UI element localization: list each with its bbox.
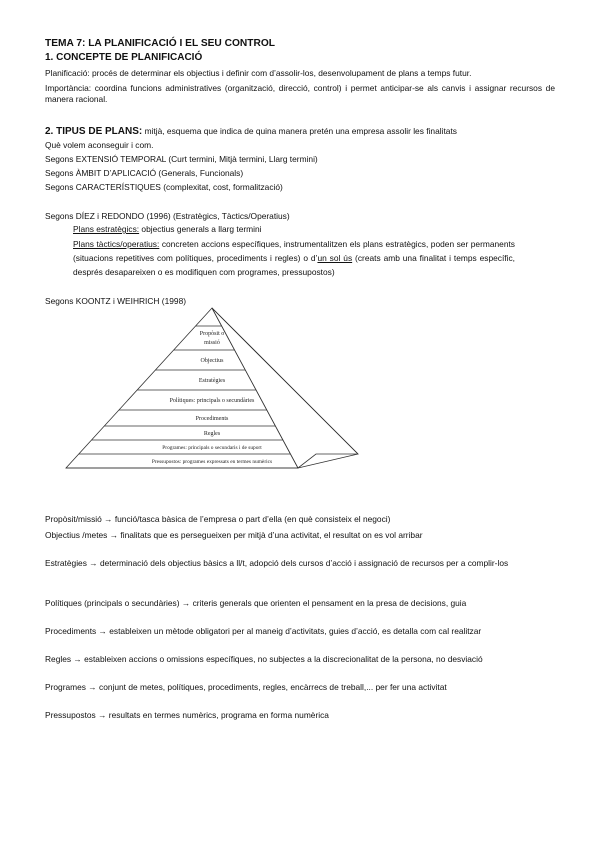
arrow-icon: → <box>86 558 100 568</box>
section-2-heading-line <box>45 126 457 137</box>
classification-caracteristiques: Segons CARACTERÍSTIQUES (complexitat, cost, formalització) <box>45 182 283 192</box>
section-2-heading-rest: mitjà, esquema que indica de quina manera pretén una empresa assolir les finalitats <box>142 126 457 136</box>
definition-text: resultats en termes numèrics, programa en forma numèrica <box>108 710 329 720</box>
plans-estrategics-line <box>73 224 262 235</box>
arrow-icon: → <box>96 626 110 636</box>
definition-term: Pressupostos <box>45 710 96 720</box>
definition-item <box>45 530 423 541</box>
plans-tactics-end: (creats amb una finalitat i temps específic, després desapareixen o es modifiquen com programes, pressupostos) <box>73 253 515 277</box>
koontz-line: Segons KOONTZ i WEIHRICH (1998) <box>45 296 187 306</box>
arrow-icon: → <box>101 514 115 524</box>
un-sol-us-term: un sol ús <box>317 253 353 263</box>
planificacio-definition: Planificació: procés de determinar els objectius i definir com d’assolir-los, desenvolupament de plans a temps futur. <box>45 68 472 78</box>
definition-item <box>45 710 329 721</box>
arrow-icon: → <box>95 710 109 720</box>
definition-term: Objectius /metes <box>45 530 108 540</box>
definition-text: finalitats que es persegueixen per mitjà d’una activitat, el resultat on es vol arribar <box>120 530 423 540</box>
pyramid-level-label: Pressupostos: programes expressats en termes numèrics <box>151 459 273 465</box>
definition-item <box>45 682 447 693</box>
section-2-heading: 2. TIPUS DE PLANS: <box>45 126 143 137</box>
arrow-icon: → <box>85 682 99 692</box>
definition-item <box>45 598 466 609</box>
pyramid-level-label: Estratègies <box>198 378 226 384</box>
plans-estrategics-label: Plans estratègics: <box>73 224 140 234</box>
plans-intro: Què volem aconseguir i com. <box>45 140 154 150</box>
definition-text: funció/tasca bàsica de l’empresa o part d’ella (en què consisteix el negoci) <box>114 514 391 524</box>
planning-pyramid-diagram <box>60 304 380 484</box>
definition-item <box>45 626 481 637</box>
definition-item <box>45 654 483 665</box>
plans-tactics-text: concreten accions específiques, instrumentalitzen els plans estratègics, poden ser permanents (situacions repetitives com polítiques, procediments i regles) o d’ <box>73 239 515 263</box>
page-title: TEMA 7: LA PLANIFICACIÓ I EL SEU CONTROL <box>45 38 275 49</box>
pyramid-level-label: Programes: principals o secundaris i de suport <box>162 445 262 451</box>
plans-estrategics-text: objectius generals a llarg termini <box>139 224 262 234</box>
diez-redondo-line: Segons DÍEZ i REDONDO (1996) (Estratègics, Tàctics/Operatius) <box>45 211 290 221</box>
definition-text: estableixen accions o omissions específiques, no subjectes a la discrecionalitat de la persona, no desviació <box>84 654 483 664</box>
pyramid-level-label: Objectius <box>200 358 224 364</box>
definition-term: Propòsit/missió <box>45 514 102 524</box>
definition-term: Estratègies <box>45 558 87 568</box>
definition-term: Regles <box>45 654 72 664</box>
pyramid-level-label: Propòsit o missió <box>199 331 225 346</box>
importancia-paragraph: Importància: coordina funcions administratives (organització, direcció, control) i permet anticipar-se als canvis i assignar recursos de manera racional. <box>45 83 555 104</box>
definition-text: determinació dels objectius bàsics a ll/t, adopció dels cursos d’acció i assignació de recursos per a complir-los <box>99 558 509 568</box>
definition-text: criteris generals que orienten el pensament en la presa de decisions, guia <box>192 598 467 608</box>
definition-text: conjunt de metes, polítiques, procediments, regles, encàrrecs de treball,... per fer una activitat <box>99 682 447 692</box>
pyramid-level-label: Procediments <box>195 416 229 422</box>
definition-item <box>45 514 390 525</box>
definition-text: estableixen un mètode obligatori per al maneig d’activitats, guies d’acció, es detalla com cal realitzar <box>109 626 482 636</box>
pyramid-level-label: Polítiques: principals o secundàries <box>169 398 255 404</box>
definition-term: Procediments <box>45 626 97 636</box>
plans-tactics-paragraph <box>73 237 515 279</box>
definition-term: Programes <box>45 682 86 692</box>
classification-ambit: Segons ÀMBIT D’APLICACIÓ (Generals, Funcionals) <box>45 168 244 178</box>
plans-tactics-label: Plans tàctics/operatius: <box>73 239 160 249</box>
definition-item <box>45 556 555 570</box>
arrow-icon: → <box>107 530 121 540</box>
definition-term: Polítiques (principals o secundàries) <box>45 598 180 608</box>
section-1-heading: 1. CONCEPTE DE PLANIFICACIÓ <box>45 52 203 63</box>
pyramid-level-label: Regles <box>203 431 221 437</box>
classification-temporal: Segons EXTENSIÓ TEMPORAL (Curt termini, Mitjà termini, Llarg termini) <box>45 154 318 164</box>
arrow-icon: → <box>179 598 193 608</box>
arrow-icon: → <box>71 654 85 664</box>
